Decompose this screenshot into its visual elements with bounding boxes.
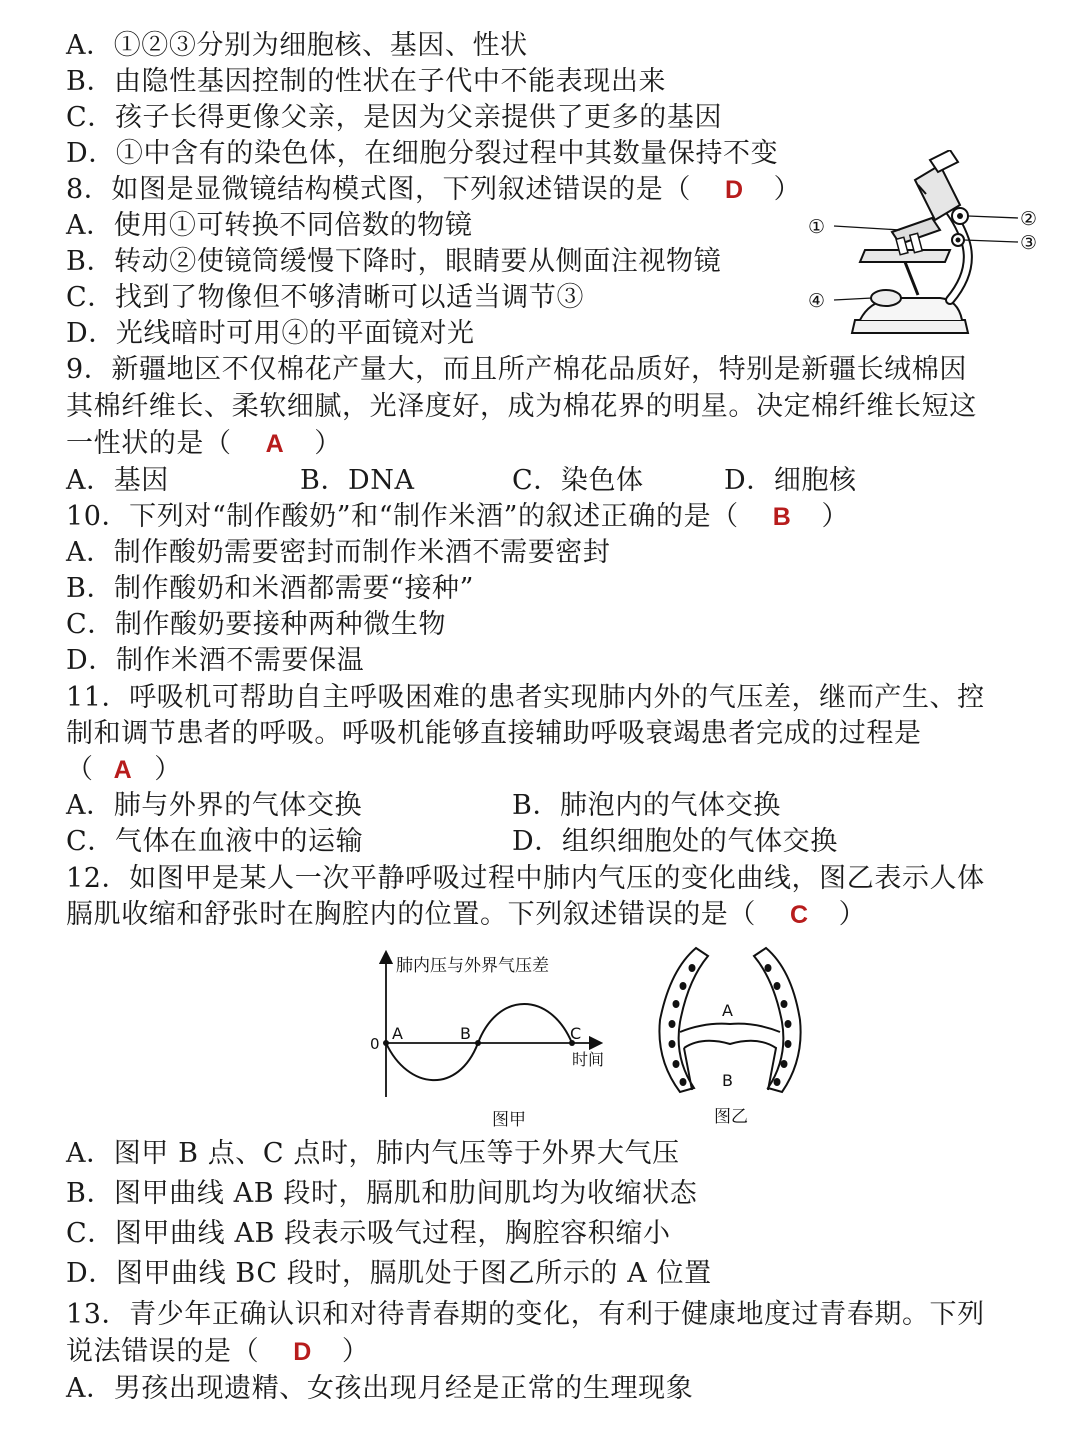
jia-point-a: A (392, 1024, 403, 1043)
q7-option-d: D．①中含有的染色体，在细胞分裂过程中其数量保持不变 (66, 138, 779, 169)
q10-stem: 10．下列对“制作酸奶”和“制作米酒”的叙述正确的是（ B ） (66, 499, 849, 535)
q13-stem-line1: 13．青少年正确认识和对待青春期的变化，有利于健康地度过青春期。下列 (66, 1299, 985, 1330)
q11-stem-line2: 制和调节患者的呼吸。呼吸机能够直接辅助呼吸衰竭患者完成的过程是 (66, 718, 922, 749)
microscope-label-3: ③ (1020, 232, 1038, 254)
q8-option-c: C．找到了物像但不够清晰可以适当调节③ (66, 282, 585, 313)
q8-option-b: B．转动②使镜筒缓慢下降时，眼睛要从侧面注视物镜 (66, 246, 722, 277)
microscope-label-2: ② (1020, 208, 1038, 230)
q10-option-b: B．制作酸奶和米酒都需要“接种” (66, 573, 475, 604)
q12-option-b: B．图甲曲线 AB 段时，膈肌和肋间肌均为收缩状态 (66, 1178, 698, 1209)
jia-y-label: 肺内压与外界气压差 (396, 956, 549, 976)
q12-option-c: C．图甲曲线 AB 段表示吸气过程，胸腔容积缩小 (66, 1218, 671, 1249)
yi-diaphragm-a (680, 1024, 780, 1032)
q9-option-c: C．染色体 (512, 465, 644, 496)
q9-option-a: A．基因 (66, 465, 169, 496)
q10-option-d: D．制作米酒不需要保温 (66, 645, 365, 676)
figure-jia-pressure-curve (360, 945, 630, 1135)
q9-option-b: B．DNA (300, 465, 415, 496)
figure-yi-thorax (650, 940, 810, 1135)
q11-option-b: B．肺泡内的气体交换 (512, 790, 781, 821)
q9-stem-line3: 一性状的是（ A ） (66, 426, 342, 462)
q13-option-a: A．男孩出现遗精、女孩出现月经是正常的生理现象 (66, 1373, 694, 1404)
q12-option-a: A．图甲 B 点、C 点时，肺内气压等于外界大气压 (66, 1138, 680, 1169)
q9-stem-line1: 9．新疆地区不仅棉花产量大，而且所产棉花品质好，特别是新疆长绒棉因 (66, 354, 967, 385)
q9-stem-line2: 其棉纤维长、柔软细腻，光泽度好，成为棉花界的明星。决定棉纤维长短这 (66, 391, 977, 422)
q11-option-d: D．组织细胞处的气体交换 (512, 826, 838, 857)
q9-option-d: D．细胞核 (724, 465, 857, 496)
yi-caption: 图乙 (714, 1107, 748, 1127)
q8-answer: D (724, 176, 744, 204)
microscope-figure (800, 150, 1050, 350)
q10-option-c: C．制作酸奶要接种两种微生物 (66, 609, 447, 640)
q7-option-c: C．孩子长得更像父亲，是因为父亲提供了更多的基因 (66, 102, 723, 133)
q12-answer: C (790, 901, 809, 929)
q8-option-d: D．光线暗时可用④的平面镜对光 (66, 318, 475, 349)
jia-x-label: 时间 (572, 1050, 605, 1069)
q8-stem: 8．如图是显微镜结构模式图，下列叙述错误的是（ D ） (66, 172, 801, 208)
yi-label-b: B (722, 1071, 733, 1090)
q12-stem-line1: 12．如图甲是某人一次平静呼吸过程中肺内气压的变化曲线，图乙表示人体 (66, 863, 985, 894)
jia-origin-label: 0 (370, 1035, 380, 1053)
q7-option-a: A．①②③分别为细胞核、基因、性状 (66, 30, 528, 61)
q11-stem-line3: （ A ） (66, 752, 182, 788)
jia-caption: 图甲 (492, 1110, 526, 1130)
jia-point-c: C (570, 1024, 582, 1043)
q13-answer: D (293, 1338, 312, 1366)
microscope-label-1: ① (808, 216, 826, 238)
q11-option-c: C．气体在血液中的运输 (66, 826, 364, 857)
yi-label-a: A (722, 1001, 733, 1020)
q11-option-a: A．肺与外界的气体交换 (66, 790, 363, 821)
q10-option-a: A．制作酸奶需要密封而制作米酒不需要密封 (66, 537, 611, 568)
q11-stem-line1: 11．呼吸机可帮助自主呼吸困难的患者实现肺内外的气压差，继而产生、控 (66, 682, 985, 713)
q12-option-d: D．图甲曲线 BC 段时，膈肌处于图乙所示的 A 位置 (66, 1258, 712, 1289)
jia-point-b: B (460, 1024, 471, 1043)
q10-answer: B (772, 503, 792, 531)
q11-answer: A (113, 756, 133, 784)
q13-stem-line2: 说法错误的是（ D ） (66, 1334, 369, 1370)
q9-answer: A (265, 430, 285, 458)
q12-stem-line2: 膈肌收缩和舒张时在胸腔内的位置。下列叙述错误的是（ C ） (66, 897, 866, 933)
microscope-label-4: ④ (808, 290, 826, 312)
q8-option-a: A．使用①可转换不同倍数的物镜 (66, 210, 473, 241)
q7-option-b: B．由隐性基因控制的性状在子代中不能表现出来 (66, 66, 667, 97)
